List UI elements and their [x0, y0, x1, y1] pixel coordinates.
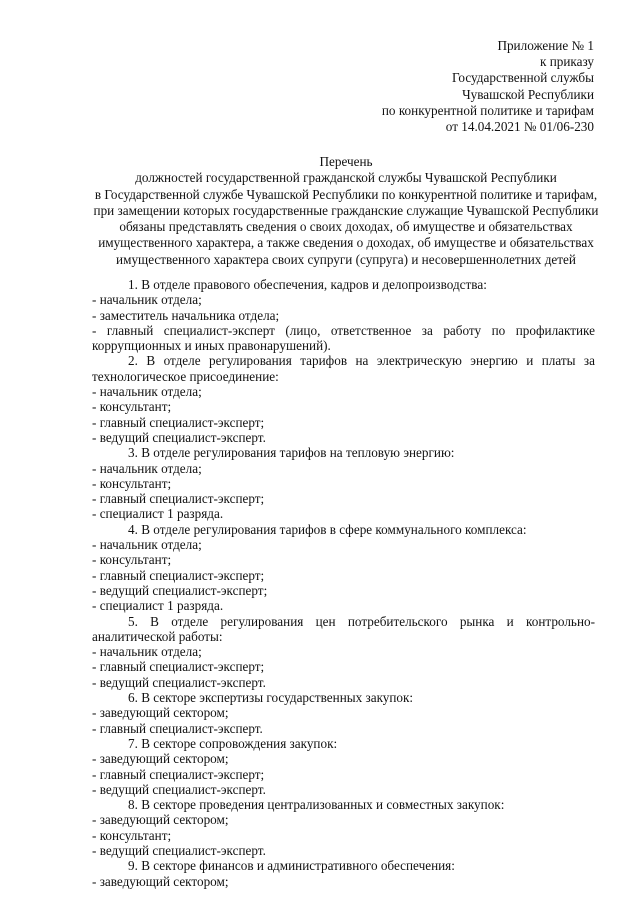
list-item: - начальник отдела;	[92, 537, 202, 553]
list-item: - заведующий сектором;	[92, 873, 229, 889]
list-item: - ведущий специалист-эксперт.	[92, 674, 266, 690]
document-title	[80, 154, 612, 268]
header-line: Приложение № 1	[497, 38, 594, 53]
list-item: - ведущий специалист-эксперт.	[92, 842, 266, 858]
list-item: - заведующий сектором;	[92, 751, 229, 767]
header-line: от 14.04.2021 № 01/06-230	[445, 119, 594, 135]
list-item: - специалист 1 разряда.	[92, 506, 224, 522]
list-item: - ведущий специалист-эксперт.	[92, 429, 266, 445]
list-item: - главный специалист-эксперт (лицо, ответственное за работу по профилактике коррупционных и иных правонарушений).	[92, 322, 595, 354]
title-line: при замещении которых государственные гражданские служащие Чувашской Республики	[93, 202, 599, 218]
list-item: - заведующий сектором;	[92, 812, 229, 828]
section-heading: 1. В отделе правового обеспечения, кадров и делопроизводства:	[128, 277, 487, 292]
header-line: Чувашской Республики	[462, 86, 594, 102]
list-item: - главный специалист-эксперт;	[92, 766, 265, 782]
list-item: - главный специалист-эксперт;	[92, 491, 265, 507]
list-item: - начальник отдела;	[92, 384, 202, 400]
section-heading: 4. В отделе регулирования тарифов в сфере коммунального комплекса:	[128, 521, 527, 537]
section-heading: 6. В секторе экспертизы государственных закупок:	[128, 690, 414, 706]
section-heading: 2. В отделе регулирования тарифов на электрическую энергию и платы за технологическое присоединение:	[92, 353, 595, 384]
list-item: - начальник отдела;	[92, 460, 202, 476]
section-heading: 9. В секторе финансов и административного обеспечения:	[128, 858, 455, 874]
header-line: Государственной службы	[451, 70, 594, 86]
list-item: - заместитель начальника отдела;	[92, 307, 280, 323]
list-item: - ведущий специалист-эксперт;	[92, 582, 268, 598]
header-line: к приказу	[540, 54, 594, 70]
section-heading: 7. В секторе сопровождения закупок:	[128, 735, 338, 751]
header-line: по конкурентной политике и тарифам	[381, 102, 594, 118]
title-line: в Государственной службе Чувашской Республики по конкурентной политике и тарифам,	[94, 186, 598, 202]
title-line: имущественного характера, а также сведения о доходах, об имуществе и обязательствах	[98, 235, 594, 251]
list-item: - главный специалист-эксперт.	[92, 720, 263, 736]
list-item: - специалист 1 разряда.	[92, 598, 224, 614]
list-item: - консультант;	[92, 552, 172, 568]
list-item: - главный специалист-эксперт;	[92, 567, 265, 583]
section-heading: 5. В отделе регулирования цен потребительского рынка и контрольно-аналитической работы:	[92, 613, 595, 644]
title-line: имущественного характера своих супруги (супруга) и несовершеннолетних детей	[116, 251, 576, 267]
list-item: - ведущий специалист-эксперт.	[92, 781, 266, 797]
document-body	[92, 277, 595, 889]
title-line: Перечень	[319, 154, 373, 169]
list-item: - консультант;	[92, 827, 172, 843]
appendix-header	[382, 38, 594, 135]
section-heading: 8. В секторе проведения централизованных и совместных закупок:	[128, 797, 505, 813]
list-item: - главный специалист-эксперт;	[92, 414, 265, 430]
list-item: - заведующий сектором;	[92, 705, 229, 721]
title-line: обязаны представлять сведения о своих доходах, об имуществе и обязательствах	[119, 219, 573, 235]
title-line: должностей государственной гражданской службы Чувашской Республики	[135, 170, 557, 186]
list-item: - начальник отдела;	[92, 292, 202, 308]
list-item: - главный специалист-эксперт;	[92, 659, 265, 675]
list-item: - консультант;	[92, 399, 172, 415]
list-item: - консультант;	[92, 475, 172, 491]
list-item: - начальник отдела;	[92, 644, 202, 660]
section-heading: 3. В отделе регулирования тарифов на тепловую энергию:	[128, 445, 455, 461]
